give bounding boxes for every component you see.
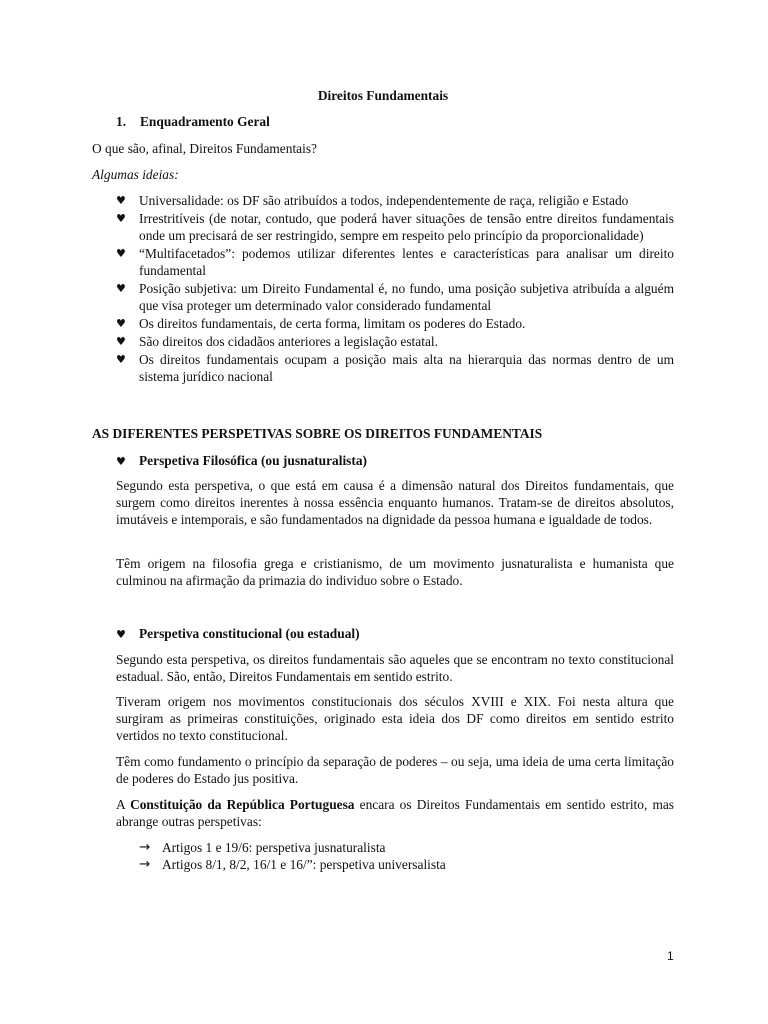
crp-paragraph: A Constituição da República Portuguesa encara os Direitos Fundamentais em sentido estrito, mas abrange outras perspetivas: <box>116 797 675 829</box>
paragraph: Segundo esta perspetiva, o que está em causa é a dimensão natural dos Direitos fundamentais, que surgem como direitos inerentes à nossa essência enquanto humanos. Tratam-se de direitos absolutos, imutáveis e intemporais, e são fundamentados na dignidade da pessoa humana e igualdade de todos. <box>116 478 674 527</box>
list-item: ♥ Posição subjetiva: um Direito Fundamental é, no fundo, uma posição subjetiva atribuída a alguém que visa proteger um determinado valor considerado fundamental <box>116 281 674 313</box>
document-title: Direitos Fundamentais <box>317 88 449 103</box>
list-item: ♥ “Multifacetados”: podemos utilizar diferentes lentes e características para analisar um direito fundamental <box>116 246 674 278</box>
perspective-heading-philosophical: ♥ Perspetiva Filosófica (ou jusnaturalista) <box>116 453 367 468</box>
paragraph: Têm como fundamento o princípio da separação de poderes – ou seja, uma ideia de uma certa limitação de poderes do Estado jus positiva. <box>116 754 674 786</box>
arrow-right-icon: → <box>139 857 151 872</box>
paragraph: Segundo esta perspetiva, os direitos fundamentais são aqueles que se encontram no texto constitucional estadual. São, então, Direitos Fundamentais em sentido estrito. <box>116 652 674 684</box>
section-number: 1. <box>116 114 127 129</box>
ideas-bullet-list <box>92 192 674 386</box>
heart-bullet-icon: ♥ <box>116 353 126 366</box>
list-item: ♥ Universalidade: os DF são atribuídos a todos, independentemente de raça, religião e Estado <box>116 193 629 208</box>
heart-bullet-icon: ♥ <box>116 317 126 330</box>
list-item: ♥ Os direitos fundamentais, de certa forma, limitam os poderes do Estado. <box>116 316 526 331</box>
heart-bullet-icon: ♥ <box>116 628 126 641</box>
perspective-heading-constitutional: ♥ Perspetiva constitucional (ou estadual) <box>116 626 360 641</box>
heart-bullet-icon: ♥ <box>116 282 126 295</box>
list-item: ♥ Irrestritíveis (de notar, contudo, que poderá haver situações de tensão entre direitos fundamentais onde um precisará de ser restringido, sempre em respeito pelo princípio da proporcionalidade) <box>116 211 674 243</box>
heart-bullet-icon: ♥ <box>116 194 126 207</box>
ideas-label: Algumas ideias: <box>92 167 179 182</box>
intro-question: O que são, afinal, Direitos Fundamentais? <box>92 141 317 156</box>
section-title: Enquadramento Geral <box>140 114 270 129</box>
heart-bullet-icon: ♥ <box>116 247 126 260</box>
arrow-right-icon: → <box>139 840 151 855</box>
list-item: → Artigos 8/1, 8/2, 16/1 e 16/”: perspetiva universalista <box>139 857 446 872</box>
paragraph: Têm origem na filosofia grega e cristianismo, de um movimento jusnaturalista e humanista que culminou na afirmação da primazia do individuo sobre o Estado. <box>116 556 674 588</box>
list-item: ♥ Os direitos fundamentais ocupam a posição mais alta na hierarquia das normas dentro de um sistema jurídico nacional <box>116 352 674 384</box>
section-heading-1 <box>116 113 270 130</box>
list-item: → Artigos 1 e 19/6: perspetiva jusnaturalista <box>139 840 386 855</box>
crp-name: Constituição da República Portuguesa <box>130 797 355 812</box>
heart-bullet-icon: ♥ <box>116 335 126 348</box>
section-heading-2: AS DIFERENTES PERSPETIVAS SOBRE OS DIREITOS FUNDAMENTAIS <box>92 426 543 441</box>
articles-list <box>139 839 446 873</box>
heart-bullet-icon: ♥ <box>116 455 126 468</box>
list-item: ♥ São direitos dos cidadãos anteriores a legislação estatal. <box>116 334 438 349</box>
paragraph: Tiveram origem nos movimentos constitucionais dos séculos XVIII e XIX. Foi nesta altura que surgiram as primeiras constituições, originado esta ideia dos DF como direitos em sentido estrito vertidos no texto constitucional. <box>116 694 674 743</box>
heart-bullet-icon: ♥ <box>116 212 126 225</box>
page-number: 1 <box>667 949 674 963</box>
